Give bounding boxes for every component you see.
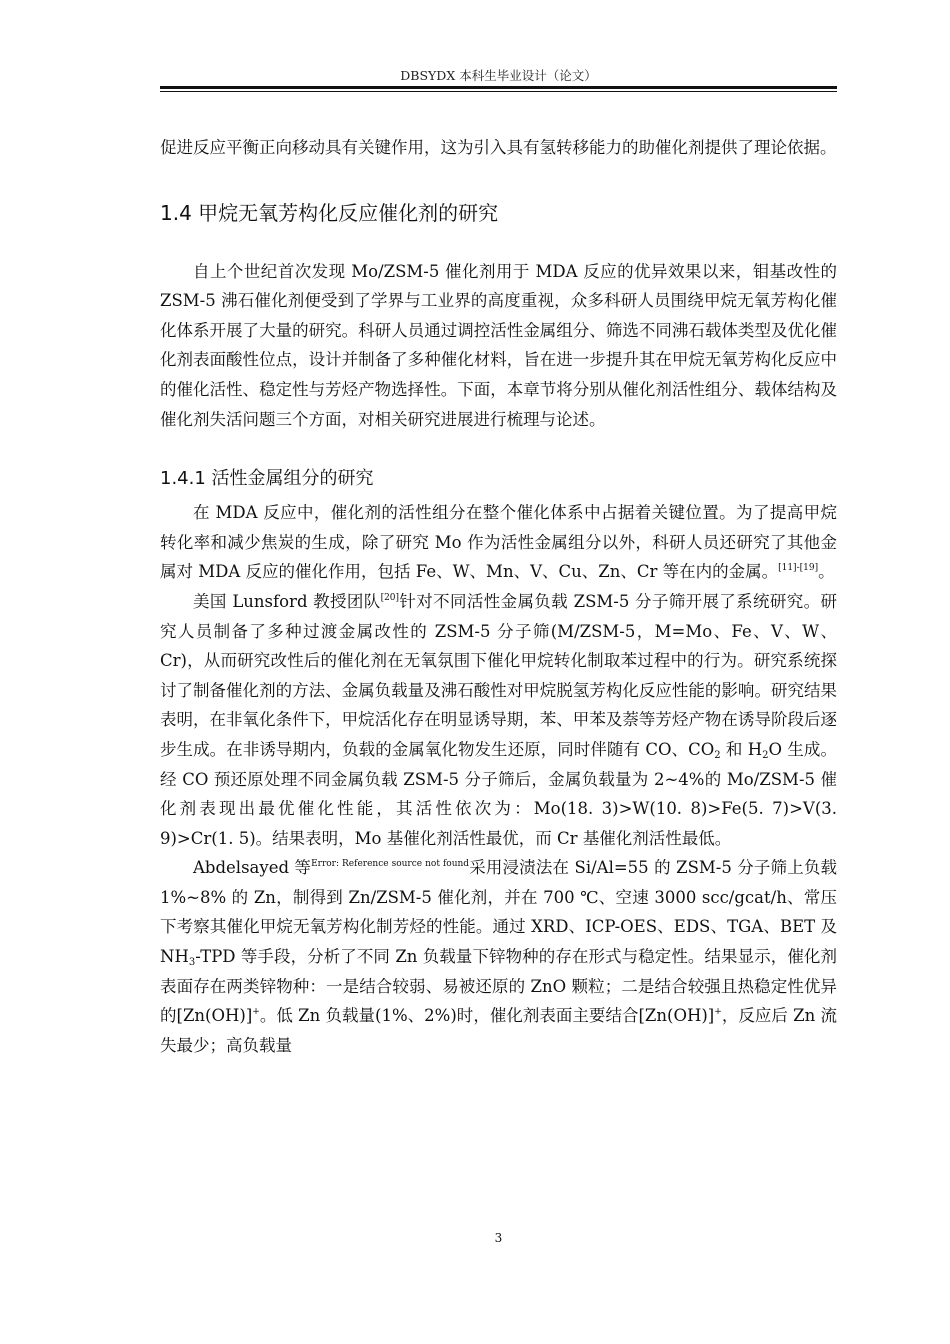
page-body (160, 133, 837, 1060)
co2-subscript: 2 (714, 749, 721, 761)
zn-oh-charge-1: + (252, 1007, 260, 1018)
zn-oh-charge-2: + (714, 1007, 722, 1018)
paragraph-abdelsayed (160, 853, 837, 1060)
reference-error-note: Error: Reference source not found (311, 859, 470, 870)
page-number: 3 (494, 1231, 503, 1245)
p1-end: 。 (818, 562, 835, 582)
p2-a: 美国 Lunsford 教授团队 (193, 591, 381, 611)
header-rule-thick (160, 86, 837, 89)
p3-e: ，反应后 Zn 流失最少；高负载量 (160, 1006, 837, 1055)
nh3-subscript: 3 (188, 957, 196, 969)
citation-20: [20] (380, 592, 400, 603)
p2-b: 针对不同活性金属负载 ZSM-5 分子筛开展了系统研究。研究人员制备了多种过渡金属改性的 ZSM-5 分子筛(M/ZSM-5，M=Mo、Fe、V、W、Cr)，从而研究改性后的催化剂在无氧氛围下催化甲烷转化制取苯过程中的行为。研究系统探讨了制备催化剂的方法、金属负载量及沸石酸性对甲烷脱氢芳构化反应性能的影响。研究结果表明，在非氧化条件下，甲烷活化存在明显诱导期，苯、甲苯及萘等芳烃产物在诱导阶段后逐步生成。在非诱导期内，负载的金属氧化物发生还原，同时伴随有 CO、CO (160, 591, 837, 759)
p2-d: O 生成。经 CO 预还原处理不同金属负载 ZSM-5 分子筛后，金属负载量为 2~4%的 Mo/ZSM-5 催化剂表现出最优催化性能，其活性依次为：Mo(18. 3)>W(10. 8)>Fe(5. 7)>V(3. 9)>Cr(1. 5)。结果表明，Mo 基催化剂活性最优，而 Cr 基催化剂活性最低。 (160, 739, 837, 848)
paragraph-active-components (160, 498, 837, 587)
running-header: DBSYDX 本科生毕业设计（论文） (400, 68, 597, 83)
p2-c: 和 H (720, 739, 763, 759)
p3-d: 。低 Zn 负载量(1%、2%)时，催化剂表面主要结合[Zn(OH)] (259, 1006, 715, 1026)
section-intro-paragraph: 自上个世纪首次发现 Mo/ZSM-5 催化剂用于 MDA 反应的优异效果以来，钼基改性的 ZSM-5 沸石催化剂便受到了学界与工业界的高度重视，众多科研人员围绕甲烷无氧芳构化催化体系开展了大量的研究。科研人员通过调控活性金属组分、筛选不同沸石载体类型及优化催化剂表面酸性位点，设计并制备了多种催化材料，旨在进一步提升其在甲烷无氧芳构化反应中的催化活性、稳定性与芳烃产物选择性。下面，本章节将分别从催化剂活性组分、载体结构及催化剂失活问题三个方面，对相关研究进展进行梳理与论述。 (160, 261, 837, 429)
p3-a: Abdelsayed 等 (193, 858, 312, 878)
paragraph-lunsford (160, 587, 837, 853)
h2o-subscript: 2 (762, 749, 769, 761)
subsection-heading: 1.4.1 活性金属组分的研究 (160, 468, 374, 490)
citation-11-19: [11]-[19] (778, 563, 819, 574)
p3-b: 采用浸渍法在 Si/Al=55 的 ZSM-5 分子筛上负载 1%~8% 的 Zn，制得到 Zn/ZSM-5 催化剂，并在 700 ℃、空速 3000 scc/gcat/h、常压下考察其催化甲烷无氧芳构化制芳烃的性能。通过 XRD、ICP-OES、EDS、TGA、BET 及 NH (160, 858, 838, 967)
continued-paragraph: 促进反应平衡正向移动具有关键作用，这为引入具有氢转移能力的助催化剂提供了理论依据。 (160, 138, 837, 157)
p3-c: -TPD 等手段，分析了不同 Zn 负载量下锌物种的存在形式与稳定性。结果显示，催化剂表面存在两类锌物种：一是结合较弱、易被还原的 ZnO 颗粒；二是结合较强且热稳定性优异的[Zn(OH)] (160, 947, 837, 1026)
p1-text: 在 MDA 反应中，催化剂的活性组分在整个催化体系中占据着关键位置。为了提高甲烷转化率和减少焦炭的生成，除了研究 Mo 作为活性金属组分以外，科研人员还研究了其他金属对 MDA 反应的催化作用，包括 Fe、W、Mn、V、Cu、Zn、Cr 等在内的金属。 (160, 503, 837, 582)
header-rule-thin (160, 91, 837, 92)
section-heading: 1.4 甲烷无氧芳构化反应催化剂的研究 (160, 200, 499, 225)
